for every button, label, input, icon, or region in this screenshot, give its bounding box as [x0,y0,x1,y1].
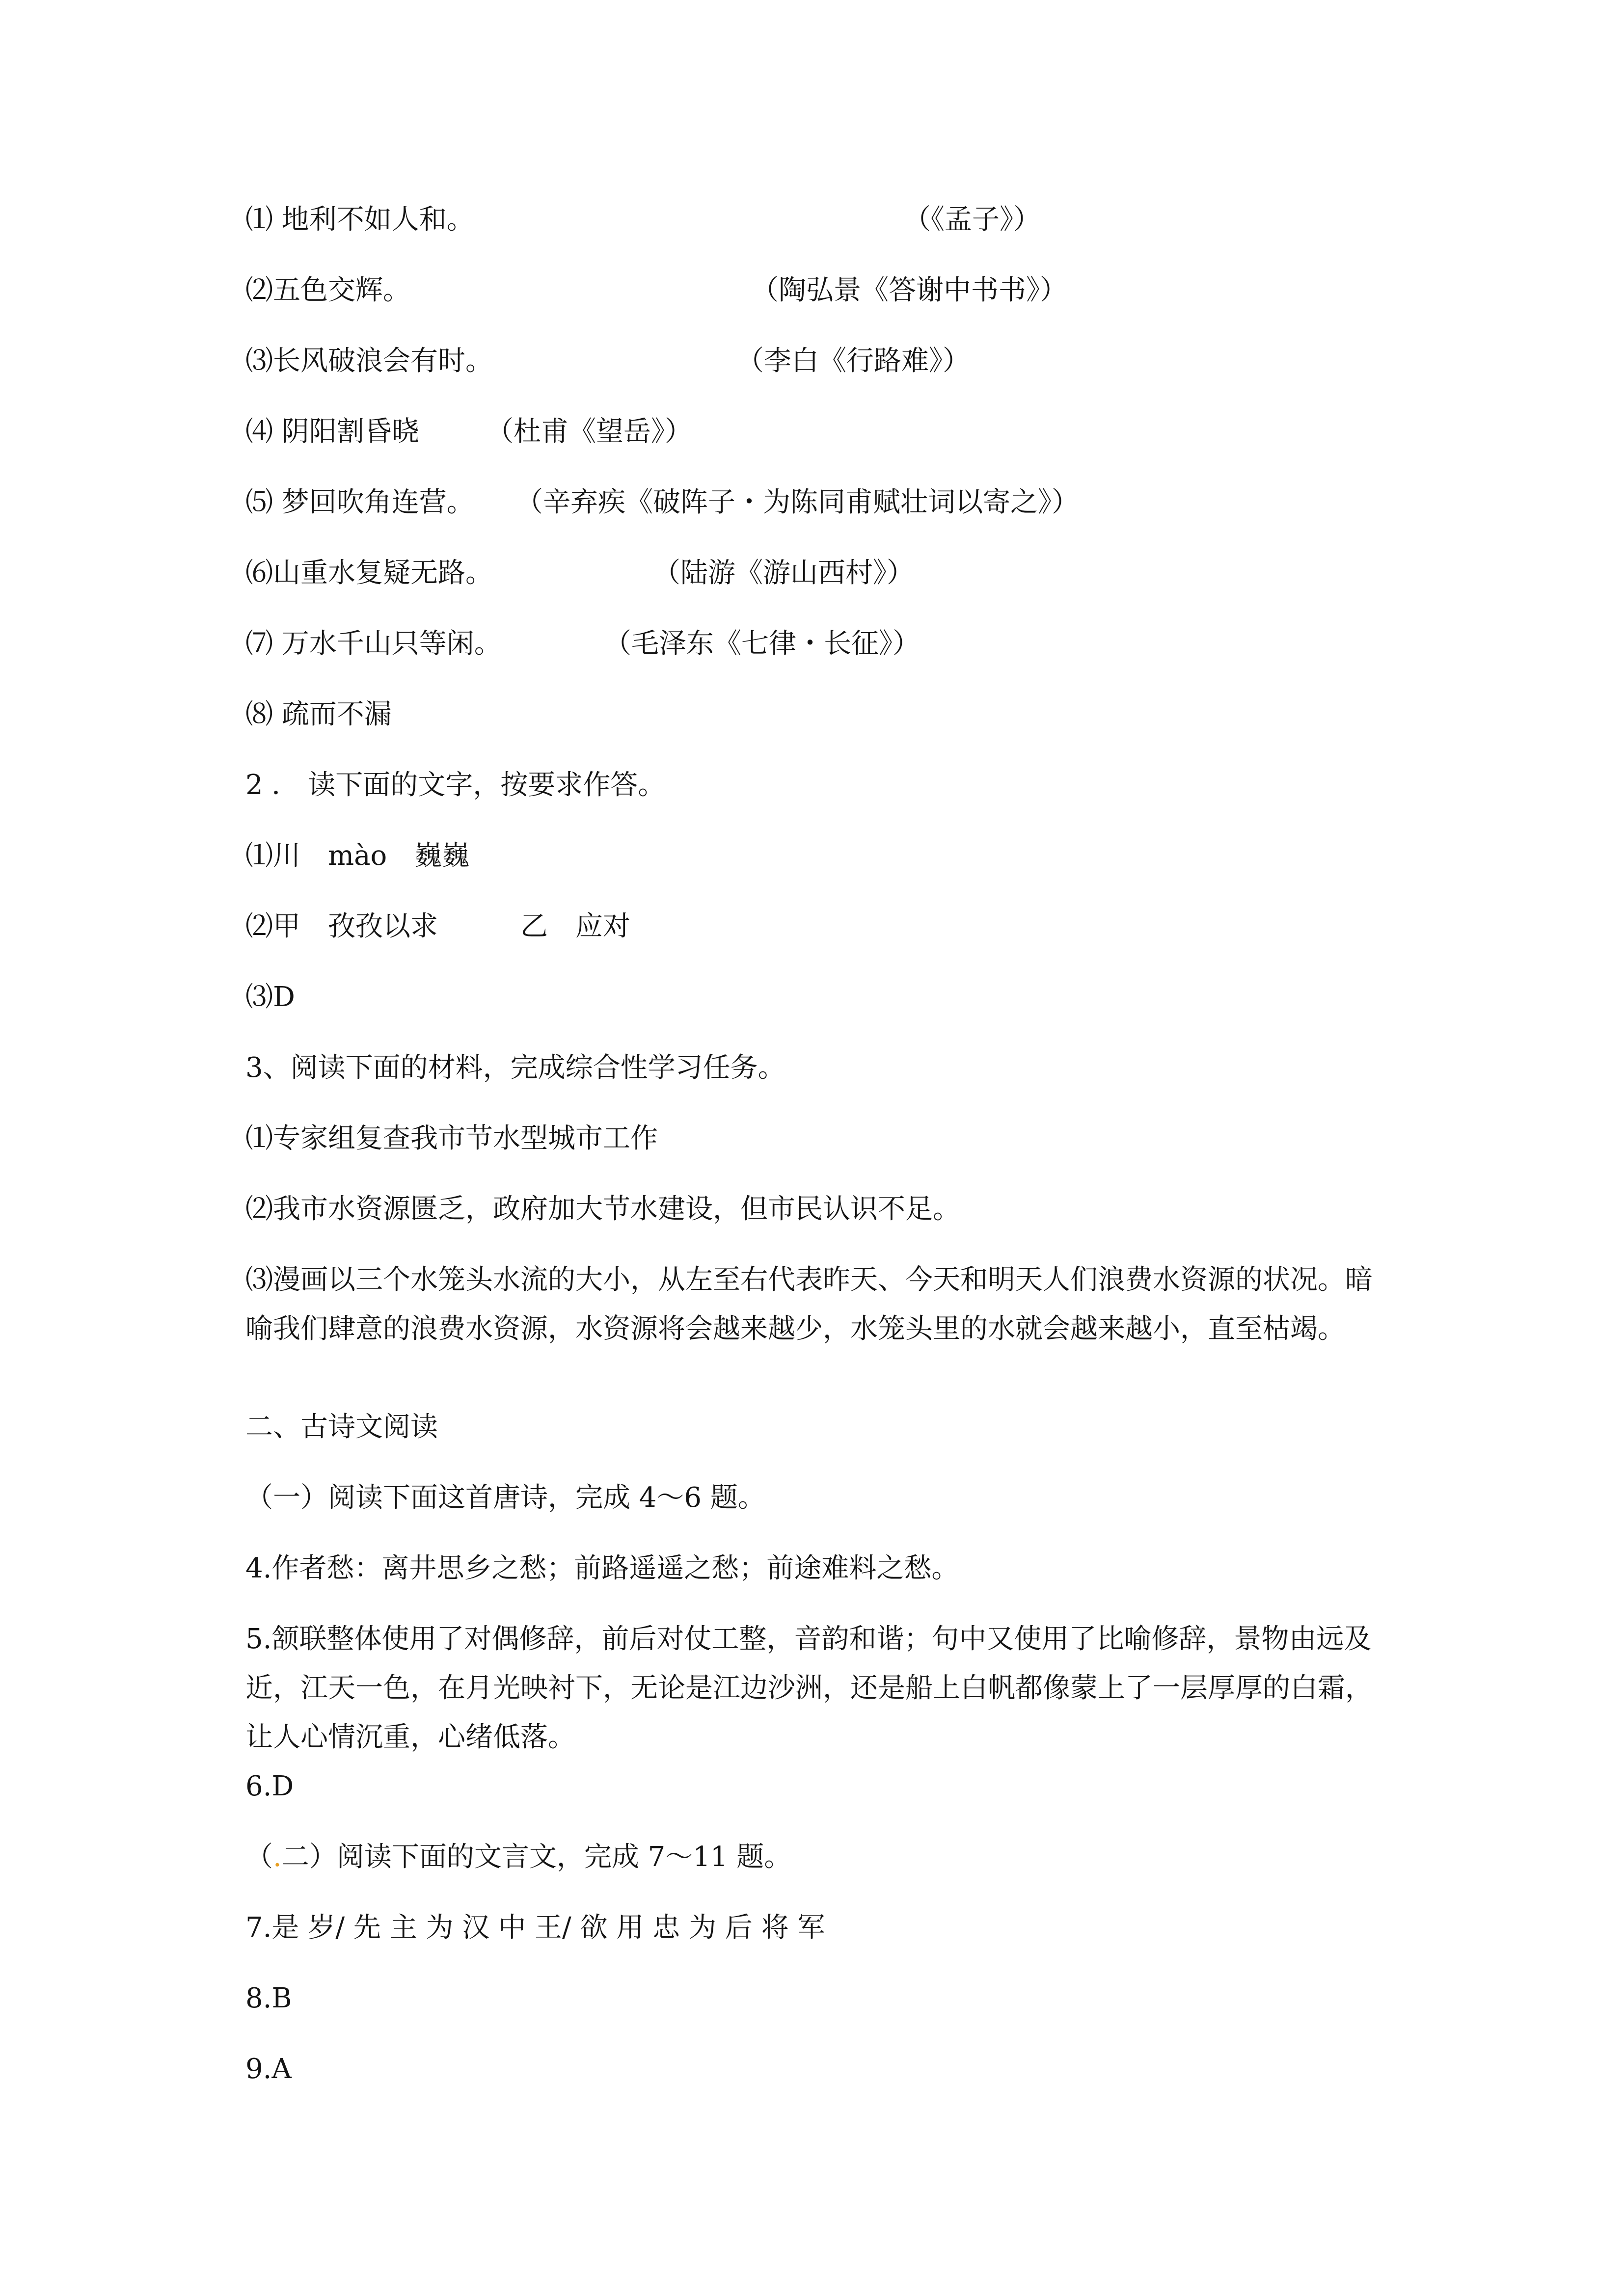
answer-line-7: ⑺ 万水千山只等闲。 [245,628,502,660]
answer-line-6: ⑹山重水复疑无路。 [245,557,493,589]
question-2-title: 2 ． 读下面的文字，按要求作答。 [245,769,666,801]
source-6: （陆游《游山西村》） [653,557,914,589]
source-4: （杜甫《望岳》） [486,416,692,448]
source-3: （李白《行路难》） [736,345,970,377]
answer-line-8: ⑻ 疏而不漏 [245,698,392,730]
answer-line-1: ⑴ 地利不如人和。 [245,204,474,236]
question-2-answer-3: ⑶D [245,981,295,1013]
sub-2-dot: . [273,1841,282,1873]
answer-line-2: ⑵五色交辉。 [245,274,410,306]
section-2-title: 二、古诗文阅读 [245,1411,438,1443]
answer-8: 8.B [245,1982,292,2014]
section-2-sub-1: （一）阅读下面这首唐诗，完成 4～6 题。 [245,1482,765,1514]
question-2-answer-1: ⑴川 mào 巍巍 [245,840,470,872]
answer-4: 4.作者愁：离井思乡之愁；前路遥遥之愁；前途难料之愁。 [245,1552,959,1584]
question-3-answer-1: ⑴专家组复查我市节水型城市工作 [245,1122,658,1154]
answer-5: 5.颔联整体使用了对偶修辞，前后对仗工整，音韵和谐；句中又使用了比喻修辞，景物由远及近，江天一色，在月光映衬下，无论是江边沙洲，还是船上白帆都像蒙上了一层厚厚的白霜，让人心情沉重，心绪低落。 [245,1623,1373,1753]
answer-line-3: ⑶长风破浪会有时。 [245,345,493,377]
question-2-answer-2: ⑵甲 孜孜以求 乙 应对 [245,910,630,942]
answer-7: 7.是 岁/ 先 主 为 汉 中 王/ 欲 用 忠 为 后 将 军 [245,1912,825,1944]
source-7: （毛泽东《七律・长征》） [604,628,920,660]
answer-9: 9.A [245,2053,292,2085]
source-1: （《孟子》） [903,204,1041,236]
source-2: （陶弘景《答谢中书书》） [751,274,1067,306]
question-3-answer-2: ⑵我市水资源匮乏，政府加大节水建设，但市民认识不足。 [245,1193,960,1225]
question-3-title: 3、阅读下面的材料，完成综合性学习任务。 [245,1052,785,1084]
answer-6: 6.D [245,1770,294,1802]
sub-2-rest: 二）阅读下面的文言文，完成 7～11 题。 [281,1841,792,1873]
question-3-answer-3: ⑶漫画以三个水笼头水流的大小，从左至右代表昨天、今天和明天人们浪费水资源的状况。暗喻我们肆意的浪费水资源，水资源将会越来越少，水笼头里的水就会越来越小，直至枯竭。 [245,1264,1373,1345]
answer-line-4: ⑷ 阴阳割昏晓 [245,416,419,448]
source-5: （辛弃疾《破阵子・为陈同甫赋壮词以寄之》） [515,486,1079,518]
answer-line-5: ⑸ 梦回吹角连营。 [245,486,474,518]
section-2-sub-2 [245,1840,791,1875]
sub-2-open-paren: （ [245,1841,273,1873]
